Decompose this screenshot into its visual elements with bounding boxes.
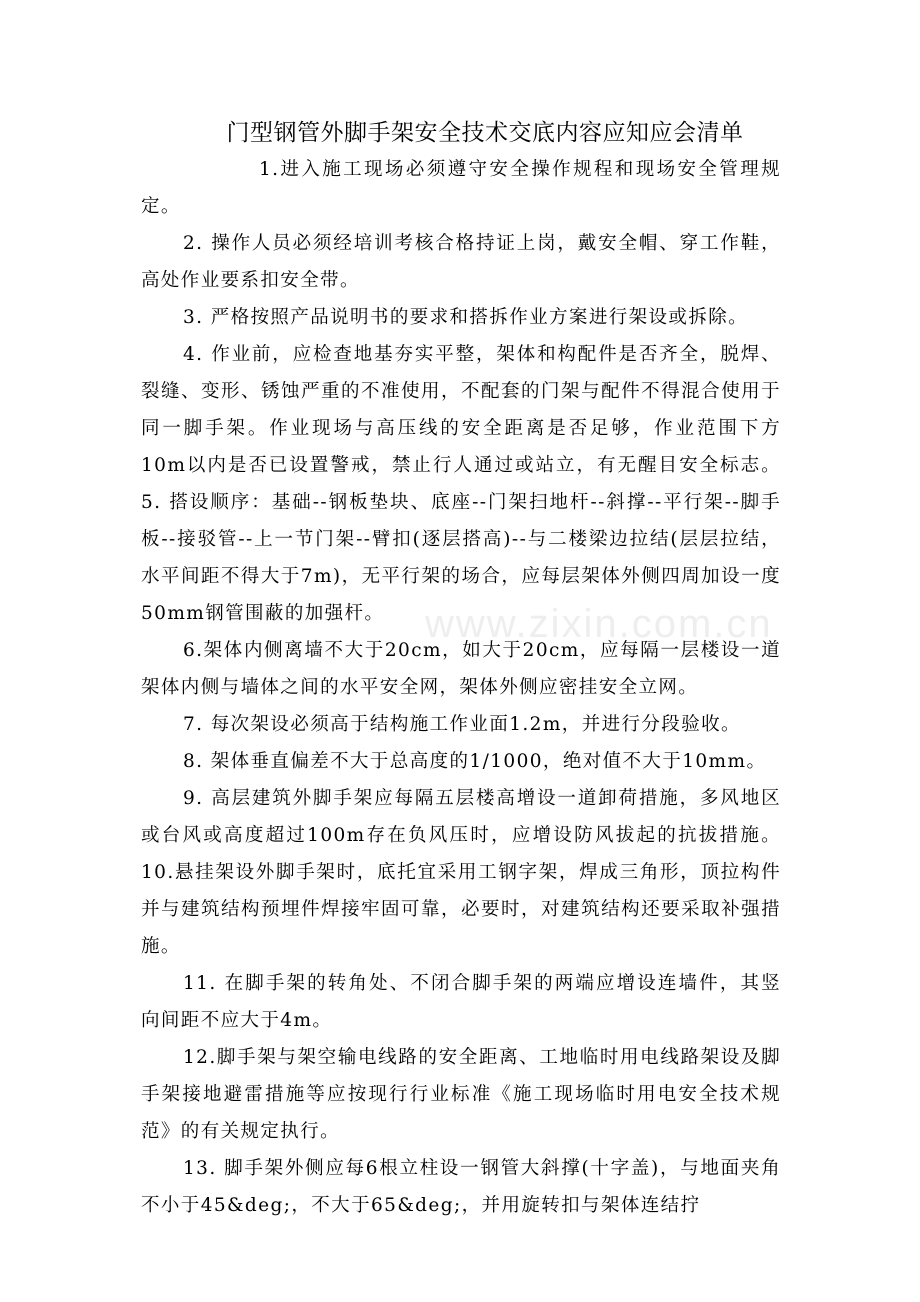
- watermark: www.zixin.com.cn: [425, 602, 773, 646]
- paragraph-12: 12.脚手架与架空输电线路的安全距离、工地临时用电线路架设及脚手架接地避雷措施等应按现行行业标准《施工现场临时用电安全技术规范》的有关规定执行。: [141, 1047, 781, 1142]
- paragraph-4: 4. 作业前，应检查地基夯实平整，架体和构配件是否齐全，脱焊、裂缝、变形、锈蚀严重的不准使用，不配套的门架与配件不得混合使用于同一脚手架。作业现场与高压线的安全距离是否足够，作业范围下方10m以内是否已设置警戒，禁止行人通过或站立，有无醒目安全标志。5. 搭设顺序：基础--钢板垫块、底座--门架扫地杆--斜撑--平行架--脚手板--接驳管--上一节门架--臂扣(逐层搭高)--与二楼梁边拉结(层层拉结，水平间距不得大于7m)，无平行架的场合，应每层架体外侧四周加设一度50mm钢管围蔽的加强杆。: [141, 344, 781, 624]
- paragraph-11: 11. 在脚手架的转角处、不闭合脚手架的两端应增设连墙件，其竖向间距不应大于4m。: [141, 973, 781, 1031]
- paragraph-8: 8. 架体垂直偏差不大于总高度的1/1000，绝对值不大于10mm。: [183, 751, 767, 772]
- paragraph-2: 2. 操作人员必须经培训考核合格持证上岗，戴安全帽、穿工作鞋，高处作业要系扣安全带。: [141, 233, 781, 291]
- paragraph-1: 1.进入施工现场必须遵守安全操作规程和现场安全管理规定。: [141, 159, 781, 217]
- paragraph-13: 13. 脚手架外侧应每6根立柱设一钢管大斜撑(十字盖)，与地面夹角不小于45&deg;，不大于65&deg;，并用旋转扣与架体连结拧: [141, 1158, 781, 1216]
- paragraph-7: 7. 每次架设必须高于结构施工作业面1.2m，并进行分段验收。: [183, 714, 741, 735]
- paragraph-9: 9. 高层建筑外脚手架应每隔五层楼高增设一道卸荷措施，多风地区或台风或高度超过100m存在负风压时，应增设防风拔起的抗拔措施。10.悬挂架设外脚手架时，底托宜采用工钢字架，焊成三角形，顶拉构件并与建筑结构预埋件焊接牢固可靠，必要时，对建筑结构还要采取补强措施。: [141, 788, 781, 957]
- paragraph-6: 6.架体内侧离墙不大于20cm，如大于20cm，应每隔一层楼设一道架体内侧与墙体之间的水平安全网，架体外侧应密挂安全立网。: [141, 640, 781, 698]
- document-title: 门型钢管外脚手架安全技术交底内容应知应会清单: [226, 120, 744, 146]
- paragraph-3: 3. 严格按照产品说明书的要求和搭拆作业方案进行架设或拆除。: [183, 307, 749, 328]
- document-body: [141, 151, 781, 1224]
